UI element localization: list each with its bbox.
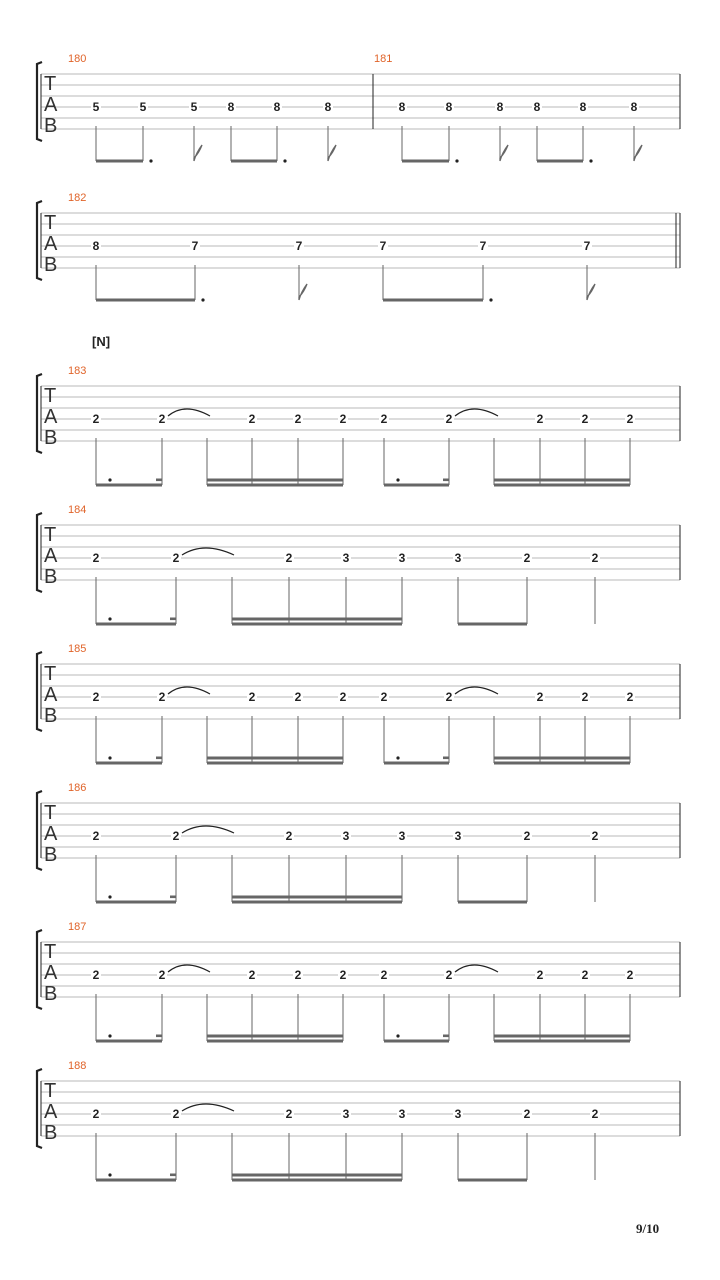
rhythm-dot bbox=[201, 298, 204, 301]
fret-number: 2 bbox=[581, 968, 589, 982]
rhythm-dot bbox=[283, 159, 286, 162]
fret-number: 2 bbox=[158, 690, 166, 704]
fret-number: 8 bbox=[579, 100, 587, 114]
fret-number: 8 bbox=[227, 100, 235, 114]
fret-number: 2 bbox=[92, 690, 100, 704]
fret-number: 2 bbox=[172, 1107, 180, 1121]
beam bbox=[494, 762, 540, 765]
tab-clef-letter: B bbox=[44, 566, 58, 588]
beam bbox=[458, 901, 527, 904]
fret-number: 2 bbox=[248, 690, 256, 704]
fret-number: 2 bbox=[172, 551, 180, 565]
fret-number: 2 bbox=[285, 551, 293, 565]
fret-number: 3 bbox=[398, 551, 406, 565]
tab-clef-letter: A bbox=[44, 962, 58, 984]
fret-number: 8 bbox=[533, 100, 541, 114]
beam bbox=[232, 1174, 402, 1177]
beam bbox=[384, 762, 449, 765]
beam bbox=[96, 901, 176, 904]
beam bbox=[252, 1035, 343, 1038]
fret-number: 2 bbox=[581, 690, 589, 704]
rhythm-dot bbox=[108, 617, 111, 620]
sixteenth-hook bbox=[170, 1174, 176, 1177]
beam bbox=[96, 623, 176, 626]
sixteenth-hook bbox=[156, 479, 162, 482]
fret-number: 2 bbox=[339, 412, 347, 426]
beam bbox=[458, 1179, 527, 1182]
fret-number: 8 bbox=[398, 100, 406, 114]
rhythm-dot bbox=[489, 298, 492, 301]
tab-system bbox=[37, 334, 680, 487]
bar-number: 182 bbox=[68, 192, 87, 204]
tab-clef-letter: T bbox=[44, 385, 57, 407]
beam bbox=[252, 479, 343, 482]
sixteenth-hook bbox=[443, 1035, 449, 1038]
fret-number: 3 bbox=[342, 1107, 350, 1121]
rhythm-dot bbox=[149, 159, 152, 162]
fret-number: 2 bbox=[581, 412, 589, 426]
beam bbox=[96, 484, 162, 487]
beam bbox=[252, 762, 343, 765]
tab-system bbox=[37, 643, 680, 765]
rhythm-dot bbox=[455, 159, 458, 162]
fret-number: 2 bbox=[591, 829, 599, 843]
rhythm-dot bbox=[108, 1173, 111, 1176]
fret-number: 3 bbox=[454, 1107, 462, 1121]
fret-number: 2 bbox=[523, 829, 531, 843]
beam bbox=[402, 160, 449, 163]
fret-number: 2 bbox=[92, 968, 100, 982]
tie bbox=[168, 965, 210, 972]
tab-clef-letter: B bbox=[44, 844, 58, 866]
beam bbox=[494, 757, 540, 760]
eighth-flag bbox=[328, 145, 336, 161]
tab-clef-letter: A bbox=[44, 823, 58, 845]
tab-clef-letter: A bbox=[44, 684, 58, 706]
tab-clef-letter: A bbox=[44, 1101, 58, 1123]
fret-number: 2 bbox=[339, 968, 347, 982]
beam bbox=[207, 484, 252, 487]
fret-number: 2 bbox=[536, 968, 544, 982]
sixteenth-hook bbox=[156, 1035, 162, 1038]
fret-number: 2 bbox=[92, 829, 100, 843]
fret-number: 5 bbox=[190, 100, 198, 114]
tab-system bbox=[37, 921, 680, 1043]
beam bbox=[232, 896, 402, 899]
beam bbox=[540, 479, 630, 482]
sixteenth-hook bbox=[170, 896, 176, 899]
fret-number: 8 bbox=[630, 100, 638, 114]
beam bbox=[540, 484, 630, 487]
fret-number: 2 bbox=[380, 690, 388, 704]
fret-number: 2 bbox=[445, 968, 453, 982]
tie bbox=[182, 826, 234, 833]
tab-system bbox=[37, 1060, 680, 1182]
fret-number: 7 bbox=[379, 239, 387, 253]
beam bbox=[252, 484, 343, 487]
fret-number: 8 bbox=[324, 100, 332, 114]
beam bbox=[537, 160, 583, 163]
tab-clef-letter: T bbox=[44, 73, 57, 95]
tab-clef-letter: A bbox=[44, 545, 58, 567]
fret-number: 3 bbox=[454, 551, 462, 565]
eighth-flag bbox=[194, 145, 202, 161]
tab-clef-letter: A bbox=[44, 94, 58, 116]
beam bbox=[494, 479, 540, 482]
fret-number: 2 bbox=[536, 412, 544, 426]
tie bbox=[168, 687, 210, 694]
fret-number: 2 bbox=[158, 968, 166, 982]
fret-number: 2 bbox=[294, 968, 302, 982]
rhythm-dot bbox=[108, 756, 111, 759]
fret-number: 2 bbox=[626, 968, 634, 982]
bar-number: 181 bbox=[374, 53, 393, 65]
fret-number: 7 bbox=[479, 239, 487, 253]
bar-number: 180 bbox=[68, 53, 87, 65]
beam bbox=[252, 757, 343, 760]
tab-clef-letter: T bbox=[44, 802, 57, 824]
fret-number: 2 bbox=[380, 412, 388, 426]
beam bbox=[207, 1035, 252, 1038]
beam bbox=[231, 160, 277, 163]
beam bbox=[232, 618, 402, 621]
beam bbox=[540, 1040, 630, 1043]
tab-system bbox=[37, 53, 680, 163]
tab-clef-letter: B bbox=[44, 705, 58, 727]
fret-number: 2 bbox=[158, 412, 166, 426]
fret-number: 2 bbox=[445, 412, 453, 426]
beam bbox=[96, 1179, 176, 1182]
fret-number: 2 bbox=[248, 968, 256, 982]
tab-clef-letter: T bbox=[44, 663, 57, 685]
tab-system bbox=[37, 504, 680, 626]
fret-number: 2 bbox=[523, 551, 531, 565]
beam bbox=[540, 1035, 630, 1038]
eighth-flag bbox=[634, 145, 642, 161]
fret-number: 2 bbox=[248, 412, 256, 426]
fret-number: 3 bbox=[342, 551, 350, 565]
fret-number: 3 bbox=[398, 829, 406, 843]
beam bbox=[494, 1040, 540, 1043]
beam bbox=[207, 1040, 252, 1043]
fret-number: 2 bbox=[92, 551, 100, 565]
page-number: 9/10 bbox=[636, 1221, 660, 1236]
rhythm-dot bbox=[108, 1034, 111, 1037]
beam bbox=[232, 623, 402, 626]
beam bbox=[540, 762, 630, 765]
tab-clef-letter: T bbox=[44, 941, 57, 963]
fret-number: 2 bbox=[445, 690, 453, 704]
beam bbox=[232, 901, 402, 904]
fret-number: 8 bbox=[496, 100, 504, 114]
fret-number: 2 bbox=[294, 412, 302, 426]
tie bbox=[168, 409, 210, 416]
tab-clef-letter: T bbox=[44, 1080, 57, 1102]
sixteenth-hook bbox=[443, 757, 449, 760]
tie bbox=[182, 548, 234, 555]
fret-number: 2 bbox=[591, 551, 599, 565]
fret-number: 7 bbox=[191, 239, 199, 253]
fret-number: 8 bbox=[445, 100, 453, 114]
fret-number: 8 bbox=[92, 239, 100, 253]
fret-number: 2 bbox=[294, 690, 302, 704]
sixteenth-hook bbox=[170, 618, 176, 621]
rhythm-dot bbox=[589, 159, 592, 162]
beam bbox=[96, 762, 162, 765]
beam bbox=[384, 1040, 449, 1043]
fret-number: 2 bbox=[626, 412, 634, 426]
beam bbox=[494, 484, 540, 487]
tab-clef-letter: A bbox=[44, 233, 58, 255]
bar-number: 183 bbox=[68, 365, 87, 377]
fret-number: 8 bbox=[273, 100, 281, 114]
sixteenth-hook bbox=[443, 479, 449, 482]
fret-number: 2 bbox=[380, 968, 388, 982]
beam bbox=[96, 299, 195, 302]
rhythm-dot bbox=[108, 478, 111, 481]
rhythm-dot bbox=[396, 478, 399, 481]
tab-system bbox=[37, 192, 680, 302]
tab-clef-letter: T bbox=[44, 212, 57, 234]
bar-number: 188 bbox=[68, 1060, 87, 1072]
beam bbox=[96, 1040, 162, 1043]
tab-clef-letter: A bbox=[44, 406, 58, 428]
fret-number: 3 bbox=[398, 1107, 406, 1121]
fret-number: 2 bbox=[172, 829, 180, 843]
tab-system bbox=[37, 782, 680, 904]
beam bbox=[207, 757, 252, 760]
rhythm-dot bbox=[108, 895, 111, 898]
tab-clef-letter: B bbox=[44, 254, 58, 276]
sixteenth-hook bbox=[156, 757, 162, 760]
beam bbox=[207, 762, 252, 765]
fret-number: 2 bbox=[285, 829, 293, 843]
eighth-flag bbox=[299, 284, 307, 300]
tie bbox=[455, 409, 498, 416]
beam bbox=[96, 160, 143, 163]
tab-clef-letter: T bbox=[44, 524, 57, 546]
bar-number: 186 bbox=[68, 782, 87, 794]
beam bbox=[494, 1035, 540, 1038]
tab-clef-letter: B bbox=[44, 427, 58, 449]
beam bbox=[540, 757, 630, 760]
fret-number: 7 bbox=[295, 239, 303, 253]
eighth-flag bbox=[500, 145, 508, 161]
tie bbox=[455, 965, 498, 972]
fret-number: 3 bbox=[454, 829, 462, 843]
fret-number: 2 bbox=[626, 690, 634, 704]
beam bbox=[458, 623, 527, 626]
fret-number: 5 bbox=[92, 100, 100, 114]
rhythm-dot bbox=[396, 756, 399, 759]
eighth-flag bbox=[587, 284, 595, 300]
tab-clef-letter: B bbox=[44, 1122, 58, 1144]
bar-number: 184 bbox=[68, 504, 87, 516]
rhythm-dot bbox=[396, 1034, 399, 1037]
fret-number: 2 bbox=[339, 690, 347, 704]
tie bbox=[182, 1104, 234, 1111]
fret-number: 7 bbox=[583, 239, 591, 253]
tab-clef-letter: B bbox=[44, 115, 58, 137]
beam bbox=[384, 484, 449, 487]
beam bbox=[207, 479, 252, 482]
tie bbox=[455, 687, 498, 694]
beam bbox=[252, 1040, 343, 1043]
tab-clef-letter: B bbox=[44, 983, 58, 1005]
section-marker: [N] bbox=[92, 334, 111, 349]
fret-number: 2 bbox=[92, 1107, 100, 1121]
bar-number: 185 bbox=[68, 643, 87, 655]
fret-number: 2 bbox=[536, 690, 544, 704]
beam bbox=[383, 299, 483, 302]
fret-number: 2 bbox=[285, 1107, 293, 1121]
fret-number: 2 bbox=[92, 412, 100, 426]
beam bbox=[232, 1179, 402, 1182]
fret-number: 5 bbox=[139, 100, 147, 114]
fret-number: 3 bbox=[342, 829, 350, 843]
bar-number: 187 bbox=[68, 921, 87, 933]
fret-number: 2 bbox=[591, 1107, 599, 1121]
fret-number: 2 bbox=[523, 1107, 531, 1121]
